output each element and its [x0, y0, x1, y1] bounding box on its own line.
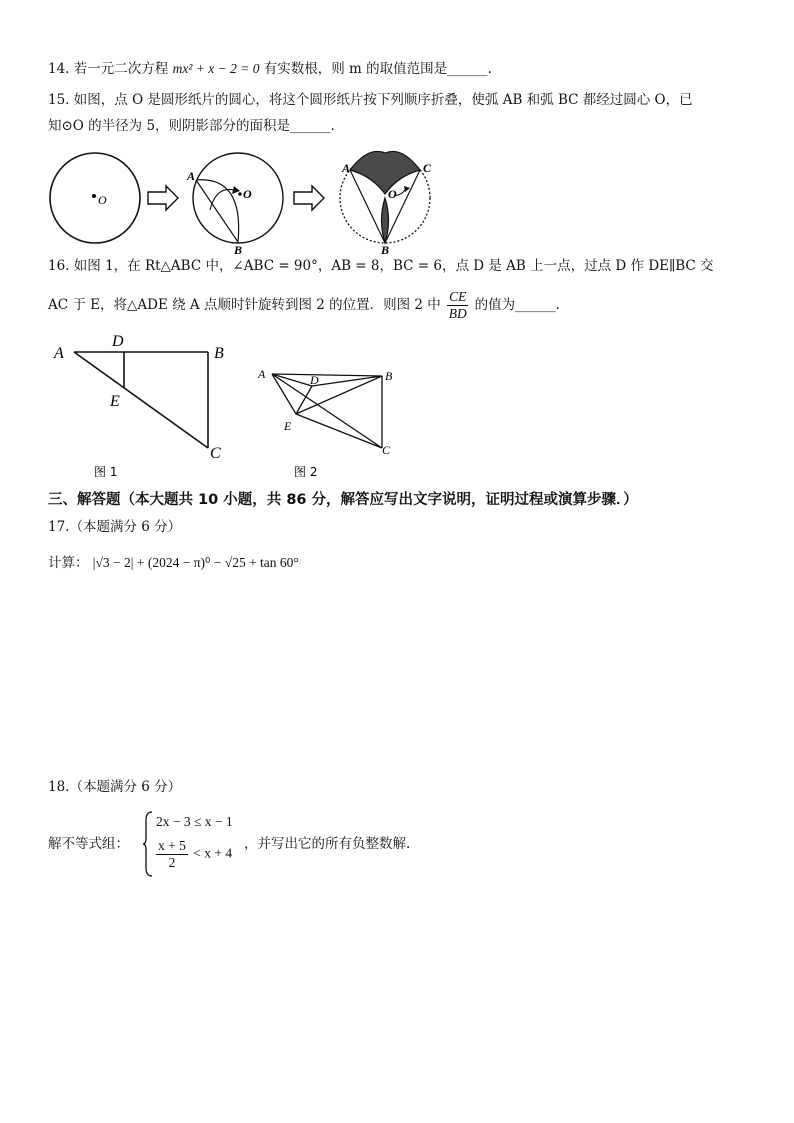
q15-circle-1 [50, 153, 140, 243]
q15-label-b3: B [381, 243, 390, 254]
question-15-line2 [48, 116, 335, 136]
q15-label-o2: O [243, 187, 252, 201]
fig1-segment-ac [74, 352, 208, 448]
q15-number: 15. [48, 92, 70, 108]
fig1-label-a: A [54, 345, 64, 362]
q16-fraction [447, 289, 468, 322]
fig2-label-b: B [385, 369, 393, 383]
q15-label-c3: C [423, 161, 432, 175]
q14-text-pre: 若一元二次方程 [73, 61, 169, 77]
question-16-line2 [48, 288, 560, 322]
q15-shaded-lens [382, 198, 389, 243]
q16-figure-2 [252, 362, 412, 482]
q16-text-line2-post: 的值为______. [474, 297, 560, 313]
question-17 [48, 553, 299, 573]
question-15-line1 [48, 90, 693, 110]
q16-text-line1: 如图 1，在 Rt△ABC 中，∠ABC = 90°，AB = 8，BC = 6，点 D 是 AB 上一点，过点 D 作 DE∥BC 交 [73, 258, 714, 274]
fig2-label-c: C [382, 443, 391, 457]
q15-center-dot-1 [92, 194, 96, 198]
q15-center-dot-2 [238, 192, 242, 196]
q16-fraction-numerator: CE [449, 289, 467, 304]
q15-arrow-2 [294, 186, 324, 210]
q18-label: 解不等式组： [48, 836, 129, 852]
fig1-label-c: C [210, 445, 221, 462]
q15-text-line2: 知⊙O 的半径为 5，则阴影部分的面积是______. [48, 118, 335, 134]
q14-number: 14. [48, 61, 70, 77]
q18-inequality-2-rhs: < x + 4 [193, 845, 233, 861]
fig1-label-d: D [112, 333, 124, 350]
q15-label-b2: B [234, 243, 243, 254]
q16-number: 16. [48, 258, 70, 274]
q17-header: 17.（本题满分 6 分） [48, 519, 182, 535]
q15-label-o1: O [98, 193, 107, 207]
q15-arrow-1 [148, 186, 178, 210]
q15-shaded-top [350, 151, 420, 194]
question-16-line1 [48, 256, 714, 276]
fig1-label-e: E [110, 393, 120, 410]
q17-label: 计算： [48, 555, 89, 571]
fig2-label-a: A [258, 367, 266, 381]
q18-inequality-2 [154, 838, 232, 871]
q14-equation: mx² + x − 2 = 0 [172, 61, 260, 76]
q15-text-line1: 如图，点 O 是圆形纸片的圆心，将这个圆形纸片按下列顺序折叠，使弧 AB 和弧 BC 都经过圆心 O，已 [73, 92, 693, 108]
question-14 [48, 59, 492, 79]
q16-fraction-denominator: BD [448, 306, 467, 321]
q18-fraction-numerator: x + 5 [158, 838, 186, 853]
q15-label-a3: A [342, 161, 351, 175]
fig2-label-d: D [310, 373, 319, 387]
q15-label-o3: O [388, 187, 397, 201]
q18-inequality-1: 2x − 3 ≤ x − 1 [156, 814, 233, 829]
q16-text-line2-pre: AC 于 E，将△ADE 绕 A 点顺时针旋转到图 2 的位置．则图 2 中 [48, 297, 441, 313]
fig2-label-e: E [284, 419, 292, 433]
q17-expression: |√3 − 2| + (2024 − π)⁰ − √25 + tan 60° [92, 555, 299, 570]
fig2-segment-ac [272, 374, 382, 448]
section-3-title: 三、解答题（本大题共 10 小题，共 86 分，解答应写出文字说明，证明过程或演算步骤．） [48, 492, 638, 508]
q18-header: 18.（本题满分 6 分） [48, 779, 182, 795]
fig1-caption: 图 1 [94, 465, 118, 479]
q18-fraction [156, 838, 188, 871]
q15-fold-arrowhead-3 [404, 186, 410, 192]
q14-text-post: 有实数根，则 m 的取值范围是______. [263, 61, 492, 77]
q15-folding-figure [48, 148, 448, 254]
q18-system-brace [142, 810, 154, 878]
q15-circle-2 [193, 153, 283, 243]
fig1-label-b: B [214, 345, 224, 362]
q15-label-a2: A [187, 169, 196, 183]
q18-fraction-denominator: 2 [168, 855, 176, 870]
fig2-segment-ab [272, 374, 382, 376]
q16-figure-1 [48, 330, 248, 482]
fig2-caption: 图 2 [294, 465, 318, 479]
q18-post-text: ，并写出它的所有负整数解. [244, 836, 411, 852]
